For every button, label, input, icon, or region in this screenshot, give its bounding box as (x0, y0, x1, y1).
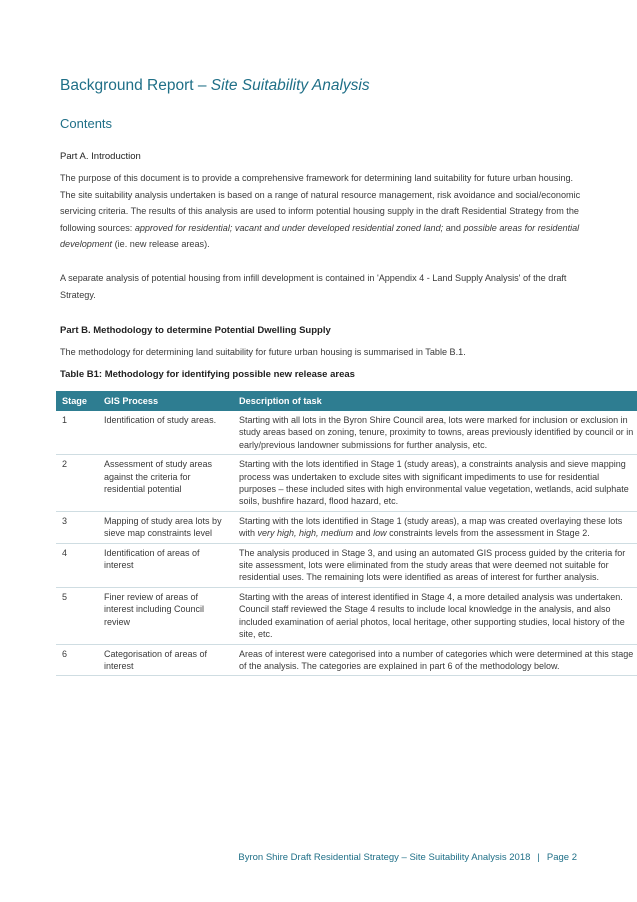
stage-cell: 4 (56, 543, 98, 587)
footer-title: Byron Shire Draft Residential Strategy – Site Suitability Analysis 2018 (238, 852, 531, 863)
infill-paragraph: A separate analysis of potential housing from infill development is contained in 'Appendix 4 - Land Supply Analysis' of the draft Strategy. (60, 273, 567, 300)
table-row (56, 411, 637, 455)
page-title (60, 77, 370, 95)
desc-text-mid: and (353, 528, 374, 539)
intro-text-start: The purpose of this document is to provide a comprehensive framework for determining land suitability for future urban housing. The site suitability analysis undertaken is based on a range of natural resource management, risk avoidance and social/economic servicing criteria. The results of this analysis are used to inform potential housing supply in the draft Residential Strategy from the following sources: (60, 173, 581, 233)
table-row (56, 543, 637, 587)
header-stage: Stage (56, 391, 98, 411)
description-cell: Starting with the lots identified in Stage 1 (study areas), a constraints analysis and sieve mapping process was undertaken to exclude sites with significant impediments to use for residential purposes – these included sites with high environmental value vegetation, wetlands, acid sulphate soils, bushfire hazard, flood hazard, etc. (233, 455, 637, 512)
page-number: Page 2 (546, 852, 577, 863)
table-row (56, 511, 637, 543)
title-main: Background Report – (60, 77, 211, 94)
desc-text-end: constraints levels from the assessment in Stage 2. (386, 528, 590, 539)
table-header-row (56, 391, 637, 411)
table-row (56, 587, 637, 644)
process-cell: Assessment of study areas against the criteria for residential potential (98, 455, 233, 512)
desc-text-start: Starting with the lots identified in Stage 1 (study areas), a map was created overlaying these lots with (239, 515, 623, 539)
description-cell: The analysis produced in Stage 3, and using an automated GIS process guided by the criteria for site assessment, lots were eliminated from the study areas that were deemed not suitable for residential uses. The remaining lots were identified as areas of interest for further analysis. (233, 543, 637, 587)
methodology-table (56, 391, 637, 676)
stage-cell: 6 (56, 644, 98, 676)
methodology-paragraph: The methodology for determining land suitability for future urban housing is summarised in Table B.1. (60, 347, 466, 357)
intro-italic-2: possible areas for residential development (60, 222, 580, 250)
stage-cell: 5 (56, 587, 98, 644)
stage-cell: 2 (56, 455, 98, 512)
table-title: Table B1: Methodology for identifying possible new release areas (60, 369, 355, 380)
stage-cell: 3 (56, 511, 98, 543)
description-cell: Starting with the areas of interest identified in Stage 4, a more detailed analysis was undertaken. Council staff reviewed the Stage 4 results to include local knowledge in the analysis, and also included examination of aerial photos, local heritage, other supporting studies, local history of the site, etc. (233, 587, 637, 644)
header-description: Description of task (233, 391, 637, 411)
process-cell: Categorisation of areas of interest (98, 644, 233, 676)
description-cell: Starting with all lots in the Byron Shire Council area, lots were marked for inclusion or exclusion in study areas based on zoning, tenure, proximity to towns, areas previously identified by council or in early/previous landowner submissions for further analysis, etc. (233, 411, 637, 455)
table-row (56, 455, 637, 512)
intro-paragraph (60, 170, 582, 253)
table-row (56, 644, 637, 676)
intro-italic-1: approved for residential; vacant and under developed residential zoned land; (134, 222, 444, 233)
description-cell (233, 511, 637, 543)
intro-text-end: (ie. new release areas). (112, 239, 210, 250)
intro-text-mid: and (443, 222, 464, 233)
process-cell: Finer review of areas of interest including Council review (98, 587, 233, 644)
footer-separator: | (537, 852, 540, 863)
header-gis-process: GIS Process (98, 391, 233, 411)
process-cell: Identification of study areas. (98, 411, 233, 455)
process-cell: Identification of areas of interest (98, 543, 233, 587)
title-italic: Site Suitability Analysis (210, 77, 370, 94)
part-a-heading: Part A. Introduction (60, 151, 141, 162)
desc-italic-low: low (373, 528, 387, 539)
contents-heading: Contents (60, 116, 113, 131)
desc-italic-levels: very high, high, medium (257, 528, 354, 539)
page-footer (238, 852, 577, 863)
part-b-heading: Part B. Methodology to determine Potential Dwelling Supply (60, 325, 331, 336)
process-cell: Mapping of study area lots by sieve map constraints level (98, 511, 233, 543)
stage-cell: 1 (56, 411, 98, 455)
description-cell: Areas of interest were categorised into a number of categories which were determined at this stage of the analysis. The categories are explained in part 6 of the methodology below. (233, 644, 637, 676)
